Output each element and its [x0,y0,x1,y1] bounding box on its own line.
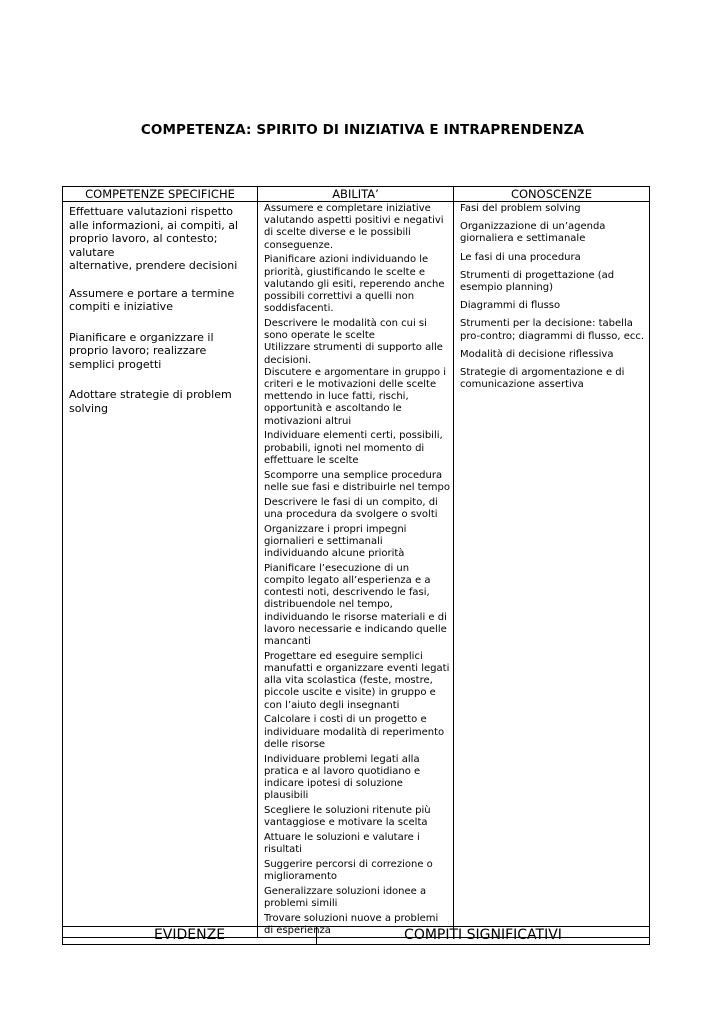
abilita-item: Attuare le soluzioni e valutare i risultati [264,832,420,856]
conoscenza-item: Strategie di argomentazione e di comunicazione assertiva [460,367,625,391]
abilita-item: Scegliere le soluzioni ritenute più vantaggiose e motivare la scelta [264,805,431,829]
abilita-item: Individuare problemi legati alla pratica e al lavoro quotidiano e indicare ipotesi di soluzione plausibili [264,753,421,802]
abilita-item: Pianificare l’esecuzione di un compito legato all’esperienza e a contesti noti, descrivendo le fasi, distribuendole nel tempo, individuando le risorse materiali e di lavoro necessarie e indicando quelle mancanti [264,562,447,648]
abilita-item: Generalizzare soluzioni idonee a problemi simili [264,886,427,910]
header-evidenze: EVIDENZE [63,927,317,945]
competenza-item: Assumere e portare a termine compiti e iniziative [69,286,235,313]
header-competenze-specifiche: COMPETENZE SPECIFICHE [63,187,258,202]
abilita-item: Trovare soluzioni nuove a problemi di esperienza [264,913,439,937]
page-title: COMPETENZA: SPIRITO DI INIZIATIVA E INTRAPRENDENZA [140,122,585,138]
conoscenza-item: Fasi del problem solving [460,203,581,214]
abilita-item: Descrivere le fasi di un compito, di una procedura da svolgere o svolti [264,496,438,520]
table-header-row [63,187,650,202]
conoscenze-column [454,202,650,938]
competenza-item: Pianificare e organizzare il proprio lavoro; realizzare semplici progetti [69,330,214,371]
conoscenza-item: Strumenti per la decisione: tabella pro-contro; diagrammi di flusso, ecc. [460,318,645,342]
competenza-item: alternative, prendere decisioni [69,259,238,272]
competenze-column [63,202,258,938]
abilita-item: Individuare elementi certi, possibili, probabili, ignoti nel momento di effettuare le scelte [264,430,443,466]
abilita-item: Organizzare i propri impegni giornalieri e settimanali individuando alcune priorità [264,523,407,560]
conoscenza-item: Modalità di decisione riflessiva [460,348,614,360]
abilita-item: Descrivere le modalità con cui si sono operate le scelte [264,318,427,342]
abilita-item: Calcolare i costi di un progetto e individuare modalità di reperimento delle risorse [264,714,445,750]
evidence-tasks-table [62,926,650,945]
conoscenza-item: Organizzazione di un’agenda giornaliera e settimanale [460,221,606,245]
header-abilita: ABILITA’ [258,187,454,202]
abilita-item: Pianificare azioni individuando le priorità, giustificando le scelte e valutando gli esiti, reperendo anche possibili correttivi a quelli non soddisfacenti. [264,254,445,315]
abilita-item: Suggerire percorsi di correzione o miglioramento [264,859,433,883]
bottom-header-row [63,927,650,945]
table-row [63,202,650,938]
competences-table [62,186,650,938]
abilita-item: Discutere e argomentare in gruppo i criteri e le motivazioni delle scelte mettendo in luce fatti, rischi, opportunità e ascoltando le motivazioni altrui [264,366,447,427]
header-compiti-significativi: COMPITI SIGNIFICATIVI [317,927,650,945]
conoscenza-item: Diagrammi di flusso [460,300,561,312]
competenza-item: Effettuare valutazioni rispetto alle informazioni, ai compiti, al proprio lavoro, al contesto; valutare [69,205,239,259]
abilita-item: Utilizzare strumenti di supporto alle decisioni. [264,342,443,366]
conoscenza-item: Le fasi di una procedura [460,251,581,263]
competenza-item: Adottare strategie di problem solving [69,388,232,415]
conoscenza-item: Strumenti di progettazione (ad esempio planning) [460,269,615,294]
header-conoscenze: CONOSCENZE [454,187,650,202]
abilita-item: Assumere e completare iniziative valutando aspetti positivi e negativi di scelte diverse e le possibili conseguenze. [264,203,444,251]
abilita-column [258,202,454,938]
abilita-item: Progettare ed eseguire semplici manufatti e organizzare eventi legati alla vita scolastica (feste, mostre, piccole uscite e visite) in gruppo e con l’aiuto degli insegnanti [264,650,450,711]
abilita-item: Scomporre una semplice procedura nelle sue fasi e distribuirle nel tempo [264,469,450,493]
